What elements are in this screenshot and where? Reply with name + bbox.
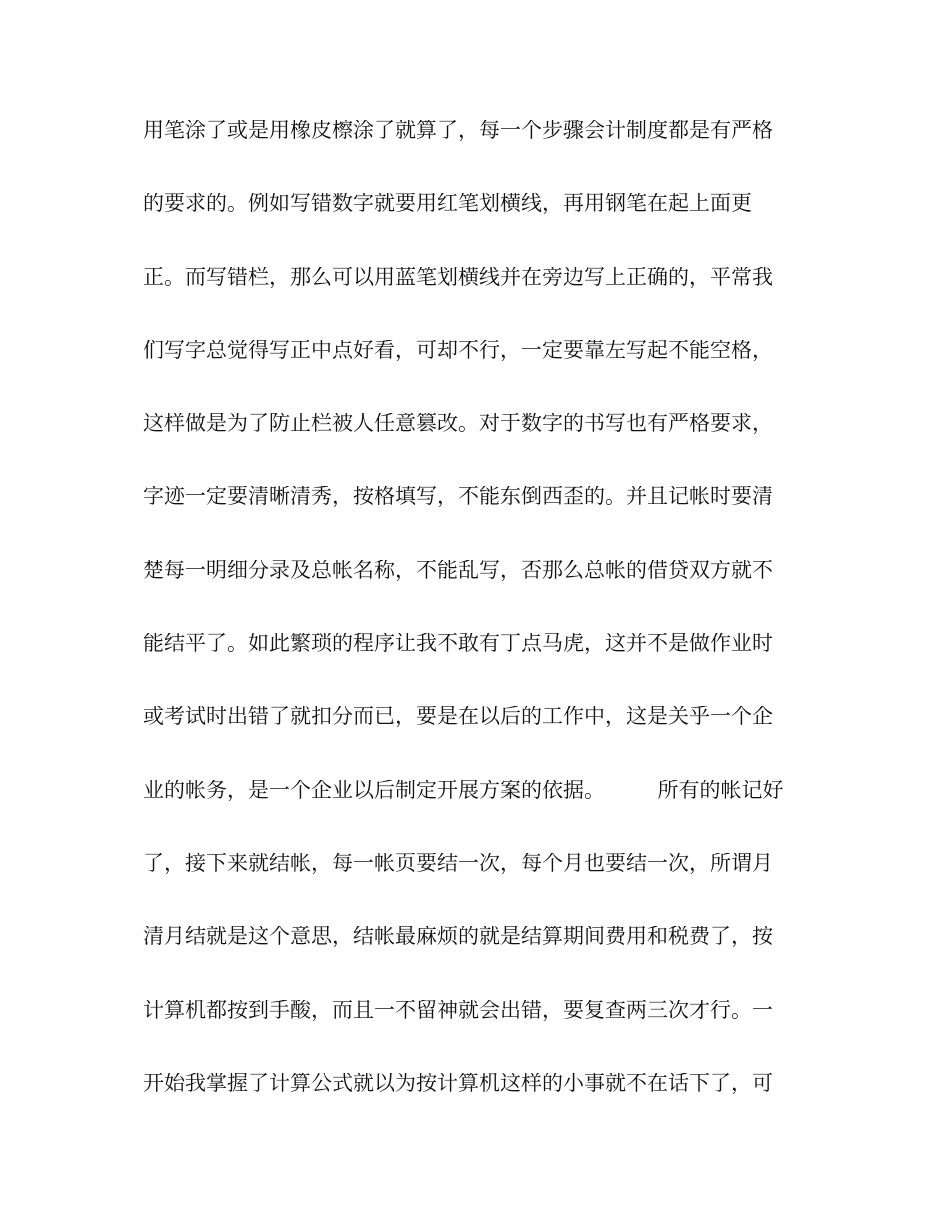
document-body bbox=[143, 120, 813, 1146]
text-line: 用笔涂了或是用橡皮檫涂了就算了，每一个步骤会计制度都是有严格 bbox=[143, 120, 773, 141]
text-line: 们写字总觉得写正中点好看，可却不行，一定要靠左写起不能空格， bbox=[143, 339, 773, 361]
text-line: 清月结就是这个意思，结帐最麻烦的就是结算期间费用和税费了，按 bbox=[143, 926, 773, 948]
text-line: 这样做是为了防止栏被人任意篡改。对于数字的书写也有严格要求， bbox=[143, 413, 773, 435]
text-line: 或考试时出错了就扣分而已，要是在以后的工作中，这是关乎一个企 bbox=[143, 706, 773, 728]
text-line: 能结平了。如此繁琐的程序让我不敢有丁点马虎，这并不是做作业时 bbox=[143, 633, 773, 655]
text-line: 计算机都按到手酸，而且一不留神就会出错，要复查两三次才行。一 bbox=[143, 999, 773, 1021]
text-line: 开始我掌握了计算公式就以为按计算机这样的小事就不在话下了，可 bbox=[143, 1072, 773, 1094]
text-line: 业的帐务，是一个企业以后制定开展方案的依据。 所有的帐记好 bbox=[143, 779, 784, 801]
text-line: 了，接下来就结帐，每一帐页要结一次，每个月也要结一次，所谓月 bbox=[143, 852, 773, 874]
text-line: 的要求的。例如写错数字就要用红笔划横线，再用钢笔在起上面更 bbox=[143, 193, 752, 215]
text-line: 字迹一定要清晰清秀，按格填写，不能东倒西歪的。并且记帐时要清 bbox=[143, 486, 773, 508]
text-line: 正。而写错栏，那么可以用蓝笔划横线并在旁边写上正确的，平常我 bbox=[143, 266, 773, 288]
text-line: 楚每一明细分录及总帐名称，不能乱写，否那么总帐的借贷双方就不 bbox=[143, 559, 773, 581]
